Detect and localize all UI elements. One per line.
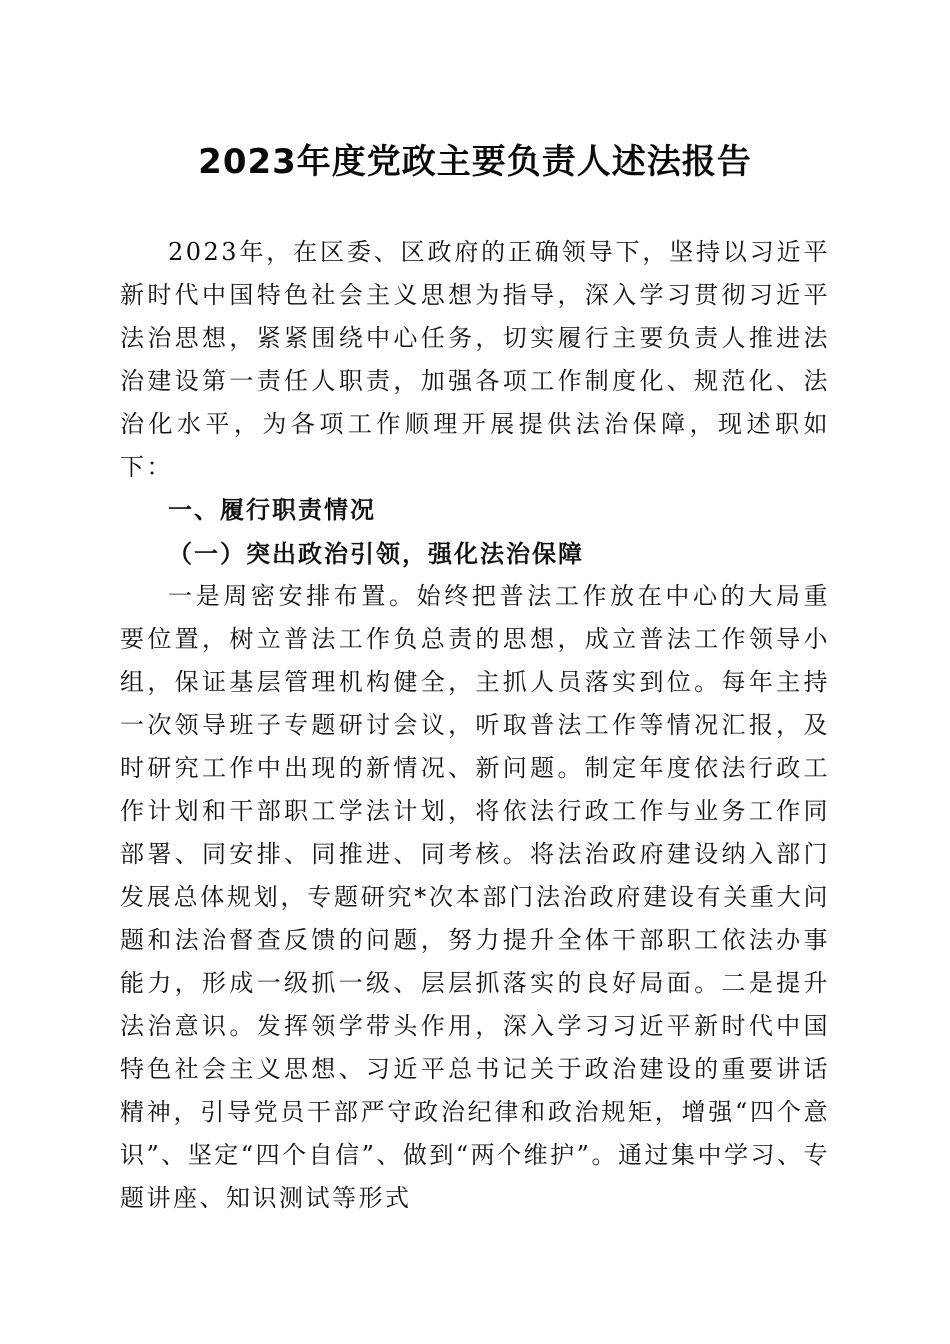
section-heading: 一、履行职责情况 bbox=[168, 496, 376, 524]
intro-paragraph: 2023年，在区委、区政府的正确领导下，坚持以习近平新时代中国特色社会主义思想为指导，深入学习贯彻习近平法治思想，紧紧围绕中心任务，切实履行主要负责人推进法治建设第一责任人职责，加强各项工作制度化、规范化、法治化水平，为各项工作顺理开展提供法治保障，现述职如下： bbox=[120, 238, 830, 481]
document-body bbox=[120, 231, 830, 1220]
body-paragraph: 一是周密安排布置。始终把普法工作放在中心的大局重要位置，树立普法工作负总责的思想，成立普法工作领导小组，保证基层管理机构健全，主抓人员落实到位。每年主持一次领导班子专题研讨会议，听取普法工作等情况汇报，及时研究工作中出现的新情况、新问题。制定年度依法行政工作计划和干部职工学法计划，将依法行政工作与业务工作同部署、同安排、同推进、同考核。将法治政府建设纳入部门发展总体规划，专题研究*次本部门法治政府建设有关重大问题和法治督查反馈的问题，努力提升全体干部职工依法办事能力，形成一级抓一级、层层抓落实的良好局面。二是提升法治意识。发挥领学带头作用，深入学习习近平新时代中国特色社会主义思想、习近平总书记关于政治建设的重要讲话精神，引导党员干部严守政治纪律和政治规矩，增强“四个意识”、坚定“四个自信”、做到“两个维护”。通过集中学习、专题讲座、知识测试等形式 bbox=[120, 582, 830, 1212]
document-title: 2023年度党政主要负责人述法报告 bbox=[198, 142, 752, 182]
subsection-heading: （一）突出政治引领，强化法治保障 bbox=[168, 539, 584, 568]
